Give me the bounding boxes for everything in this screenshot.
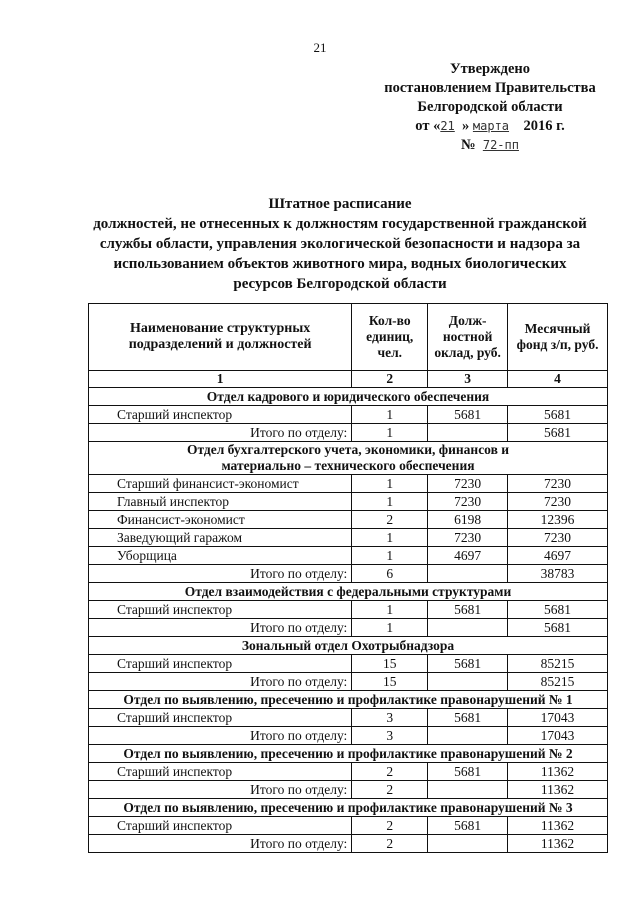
monthly-fund: 12396 — [508, 511, 608, 529]
department-row — [89, 745, 608, 763]
column-number: 4 — [508, 371, 608, 388]
approval-number — [370, 136, 610, 155]
position-row — [89, 406, 608, 424]
position-row — [89, 709, 608, 727]
monthly-fund: 11362 — [508, 835, 608, 853]
unit-count: 1 — [352, 601, 428, 619]
title-line: Штатное расписание — [268, 196, 412, 212]
approval-line: Утверждено — [450, 61, 530, 77]
header-cell: Наименование структурных подразделений и должностей — [89, 304, 352, 371]
monthly-fund: 85215 — [508, 673, 608, 691]
column-number-row — [89, 371, 608, 388]
monthly-fund: 11362 — [508, 817, 608, 835]
unit-count: 1 — [352, 529, 428, 547]
unit-count: 1 — [352, 493, 428, 511]
column-number: 2 — [352, 371, 428, 388]
page-number: 21 — [313, 40, 327, 55]
position-row — [89, 601, 608, 619]
date-mid: » — [462, 118, 470, 134]
position-name: Старший инспектор — [89, 709, 352, 727]
position-row — [89, 475, 608, 493]
department-row — [89, 583, 608, 601]
approval-line: постановлением Правительства — [384, 80, 596, 96]
position-row — [89, 529, 608, 547]
position-name: Финансист-экономист — [89, 511, 352, 529]
position-name: Старший инспектор — [89, 601, 352, 619]
salary: 7230 — [428, 475, 508, 493]
salary: 5681 — [428, 763, 508, 781]
salary — [428, 424, 508, 442]
unit-count: 2 — [352, 817, 428, 835]
department-row — [89, 637, 608, 655]
unit-count: 3 — [352, 727, 428, 745]
position-row — [89, 511, 608, 529]
date-prefix: от « — [415, 118, 441, 134]
monthly-fund: 7230 — [508, 493, 608, 511]
number-value: 72-пп — [482, 138, 519, 152]
unit-count: 15 — [352, 673, 428, 691]
document-title — [70, 194, 610, 294]
position-name: Старший инспектор — [89, 817, 352, 835]
position-row — [89, 655, 608, 673]
monthly-fund: 11362 — [508, 781, 608, 799]
position-name: Итого по отделу: — [89, 727, 352, 745]
monthly-fund: 85215 — [508, 655, 608, 673]
department-name: Отдел по выявлению, пресечению и профилактике правонарушений № 1 — [89, 691, 608, 709]
total-row — [89, 619, 608, 637]
salary — [428, 673, 508, 691]
monthly-fund: 17043 — [508, 727, 608, 745]
total-row — [89, 727, 608, 745]
date-month: марта — [472, 119, 510, 133]
unit-count: 1 — [352, 406, 428, 424]
position-name: Итого по отделу: — [89, 565, 352, 583]
position-name: Заведующий гаражом — [89, 529, 352, 547]
salary: 5681 — [428, 655, 508, 673]
unit-count: 2 — [352, 781, 428, 799]
title-line: ресурсов Белгородской области — [233, 276, 447, 292]
department-name: Отдел взаимодействия с федеральными структурами — [89, 583, 608, 601]
salary — [428, 565, 508, 583]
position-row — [89, 817, 608, 835]
position-name: Старший инспектор — [89, 655, 352, 673]
department-name: Отдел бухгалтерского учета, экономики, финансов и материально – технического обеспечения — [89, 442, 608, 475]
total-row — [89, 565, 608, 583]
unit-count: 1 — [352, 475, 428, 493]
salary: 5681 — [428, 406, 508, 424]
unit-count: 6 — [352, 565, 428, 583]
department-name: Отдел кадрового и юридического обеспечения — [89, 388, 608, 406]
staff-table — [88, 303, 608, 853]
unit-count: 1 — [352, 547, 428, 565]
unit-count: 3 — [352, 709, 428, 727]
position-name: Главный инспектор — [89, 493, 352, 511]
salary — [428, 727, 508, 745]
unit-count: 2 — [352, 763, 428, 781]
approval-line: Белгородской области — [417, 99, 563, 115]
monthly-fund: 5681 — [508, 424, 608, 442]
date-year: 2016 г. — [523, 118, 565, 134]
salary — [428, 781, 508, 799]
monthly-fund: 5681 — [508, 406, 608, 424]
salary: 5681 — [428, 817, 508, 835]
position-name: Старший инспектор — [89, 406, 352, 424]
date-day: 21 — [440, 119, 455, 133]
monthly-fund: 7230 — [508, 475, 608, 493]
column-number: 1 — [89, 371, 352, 388]
title-line: должностей, не отнесенных к должностям государственной гражданской — [93, 216, 587, 232]
number-prefix: № — [461, 137, 476, 153]
header-cell: Месячный фонд з/п, руб. — [508, 304, 608, 371]
position-name: Старший инспектор — [89, 763, 352, 781]
monthly-fund: 4697 — [508, 547, 608, 565]
unit-count: 1 — [352, 619, 428, 637]
approval-block — [370, 60, 610, 155]
position-row — [89, 763, 608, 781]
position-row — [89, 547, 608, 565]
total-row — [89, 835, 608, 853]
unit-count: 2 — [352, 835, 428, 853]
department-name: Отдел по выявлению, пресечению и профилактике правонарушений № 2 — [89, 745, 608, 763]
position-name: Итого по отделу: — [89, 619, 352, 637]
approval-date — [370, 117, 610, 136]
department-row — [89, 691, 608, 709]
position-name: Уборщица — [89, 547, 352, 565]
position-name: Итого по отделу: — [89, 835, 352, 853]
salary: 5681 — [428, 709, 508, 727]
header-cell: Долж-ностной оклад, руб. — [428, 304, 508, 371]
title-line: службы области, управления экологической безопасности и надзора за — [99, 236, 581, 252]
position-name: Итого по отделу: — [89, 781, 352, 799]
position-row — [89, 493, 608, 511]
position-name: Итого по отделу: — [89, 424, 352, 442]
title-line: использованием объектов животного мира, водных биологических — [113, 256, 567, 272]
column-number: 3 — [428, 371, 508, 388]
salary — [428, 619, 508, 637]
position-name: Старший финансист-экономист — [89, 475, 352, 493]
total-row — [89, 424, 608, 442]
salary: 4697 — [428, 547, 508, 565]
department-row — [89, 442, 608, 475]
monthly-fund: 11362 — [508, 763, 608, 781]
unit-count: 15 — [352, 655, 428, 673]
salary: 6198 — [428, 511, 508, 529]
salary: 7230 — [428, 529, 508, 547]
monthly-fund: 17043 — [508, 709, 608, 727]
unit-count: 2 — [352, 511, 428, 529]
department-name: Отдел по выявлению, пресечению и профилактике правонарушений № 3 — [89, 799, 608, 817]
total-row — [89, 781, 608, 799]
monthly-fund: 7230 — [508, 529, 608, 547]
monthly-fund: 5681 — [508, 619, 608, 637]
department-row — [89, 388, 608, 406]
salary: 5681 — [428, 601, 508, 619]
header-row — [89, 304, 608, 371]
total-row — [89, 673, 608, 691]
unit-count: 1 — [352, 424, 428, 442]
salary: 7230 — [428, 493, 508, 511]
monthly-fund: 38783 — [508, 565, 608, 583]
department-name: Зональный отдел Охотрыбнадзора — [89, 637, 608, 655]
monthly-fund: 5681 — [508, 601, 608, 619]
salary — [428, 835, 508, 853]
position-name: Итого по отделу: — [89, 673, 352, 691]
department-row — [89, 799, 608, 817]
header-cell: Кол-во единиц, чел. — [352, 304, 428, 371]
